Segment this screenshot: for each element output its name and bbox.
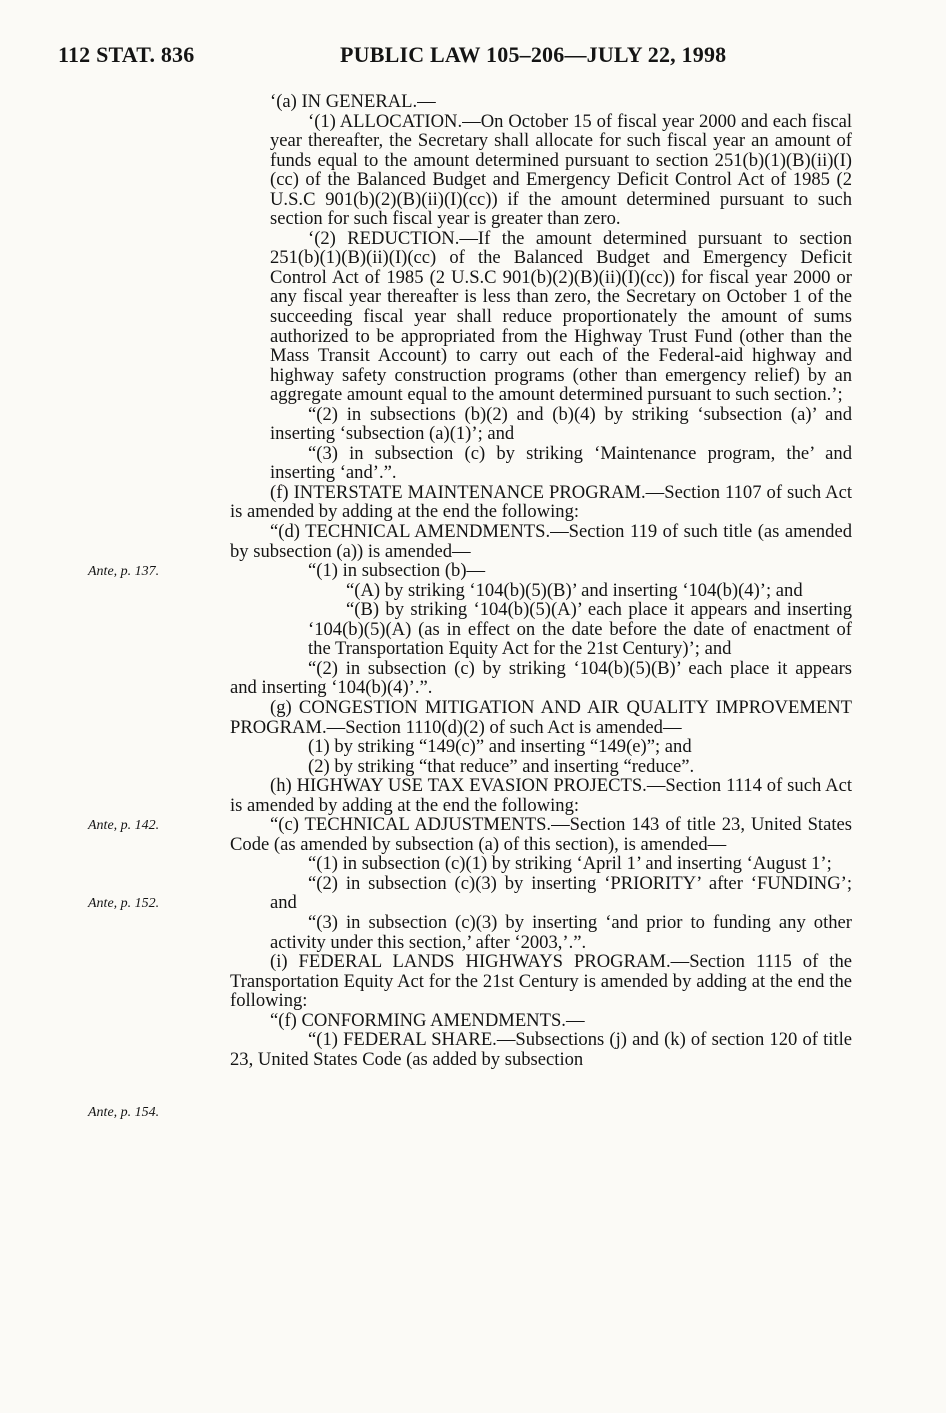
paragraph: “(c) TECHNICAL ADJUSTMENTS.—Section 143 of title 23, United States Code (as amended by subsection (a) of this section), is amended— — [230, 814, 852, 855]
paragraph: ‘(2) REDUCTION.—If the amount determined pursuant to section 251(b)(1)(B)(ii)(I)(cc) of the Balanced Budget and Emergency Deficit Control Act of 1985 (2 U.S.C 901(b)(2)(B)(ii)(I)(cc)) for fiscal year 2000 or any fiscal year thereafter is less than zero, the Secretary on October 1 of the succeeding fiscal year shall reduce proportionately the amount of sums authorized to be appropriated from the Highway Trust Fund (other than the Mass Transit Account) to carry out each of the Federal-aid highway and highway safety construction programs (other than emergency relief) by an aggregate amount equal to the amount determined pursuant to such section.’; — [270, 227, 852, 406]
paragraph: “(1) in subsection (c)(1) by striking ‘April 1’ and inserting ‘August 1’; — [308, 853, 832, 875]
paragraph: (f) INTERSTATE MAINTENANCE PROGRAM.—Section 1107 of such Act is amended by adding at the end the following: — [230, 481, 852, 523]
margin-note-ante-142: Ante, p. 142. — [88, 818, 160, 833]
paragraph: (1) by striking “149(c)” and inserting “149(e)”; and — [308, 736, 692, 758]
paragraph: “(2) in subsection (c) by striking ‘104(b)(5)(B)’ each place it appears and inserting ‘104(b)(4)’.”. — [230, 657, 852, 699]
document-body — [230, 92, 852, 1069]
paragraph: “(2) in subsections (b)(2) and (b)(4) by striking ‘subsection (a)’ and inserting ‘subsection (a)(1)’; and — [270, 403, 852, 445]
paragraph: (2) by striking “that reduce” and inserting “reduce”. — [308, 755, 695, 777]
paragraph: “(f) CONFORMING AMENDMENTS.— — [270, 1009, 585, 1031]
margin-note-ante-152: Ante, p. 152. — [88, 896, 160, 911]
paragraph: (i) FEDERAL LANDS HIGHWAYS PROGRAM.—Section 1115 of the Transportation Equity Act for the 21st Century is amended by adding at the end the following: — [230, 951, 852, 1012]
margin-note-ante-154: Ante, p. 154. — [88, 1105, 160, 1120]
paragraph: “(B) by striking ‘104(b)(5)(A)’ each place it appears and inserting ‘104(b)(5)(A) (as in effect on the date before the date of enactment of the Transportation Equity Act for the 21st Century)’; and — [308, 599, 852, 660]
page-stat-citation: 112 STAT. 836 — [58, 42, 195, 67]
paragraph: “(1) in subsection (b)— — [308, 560, 486, 582]
paragraph: “(3) in subsection (c)(3) by inserting ‘and prior to funding any other activity under this section,’ after ‘2003,’.”. — [270, 911, 852, 953]
paragraph: “(1) FEDERAL SHARE.—Subsections (j) and (k) of section 120 of title 23, United States Code (as added by subsection — [230, 1029, 852, 1070]
paragraph: (h) HIGHWAY USE TAX EVASION PROJECTS.—Section 1114 of such Act is amended by adding at the end the following: — [230, 775, 852, 816]
margin-note-ante-137: Ante, p. 137. — [88, 564, 160, 579]
paragraph: ‘(a) IN GENERAL.— — [270, 91, 436, 112]
paragraph: “(2) in subsection (c)(3) by inserting ‘PRIORITY’ after ‘FUNDING’; and — [270, 872, 852, 914]
paragraph: “(A) by striking ‘104(b)(5)(B)’ and inserting ‘104(b)(4)’; and — [346, 579, 803, 601]
paragraph: “(d) TECHNICAL AMENDMENTS.—Section 119 of such title (as amended by subsection (a)) is amended— — [230, 521, 852, 562]
paragraph: “(3) in subsection (c) by striking ‘Maintenance program, the’ and inserting ‘and’.”. — [270, 442, 852, 484]
paragraph: ‘(1) ALLOCATION.—On October 15 of fiscal year 2000 and each fiscal year thereafter, the Secretary shall allocate for such fiscal year an amount of funds equal to the amount determined pursuant to section 251(b)(1)(B)(ii)(I)(cc) of the Balanced Budget and Emergency Deficit Control Act of 1985 (2 U.S.C 901(b)(2)(B)(ii)(I)(cc)) if the amount determined pursuant to such section for such fiscal year is greater than zero. — [270, 110, 852, 230]
page-running-title: PUBLIC LAW 105–206—JULY 22, 1998 — [340, 42, 727, 67]
paragraph: (g) CONGESTION MITIGATION AND AIR QUALITY IMPROVEMENT PROGRAM.—Section 1110(d)(2) of such Act is amended— — [230, 696, 852, 738]
